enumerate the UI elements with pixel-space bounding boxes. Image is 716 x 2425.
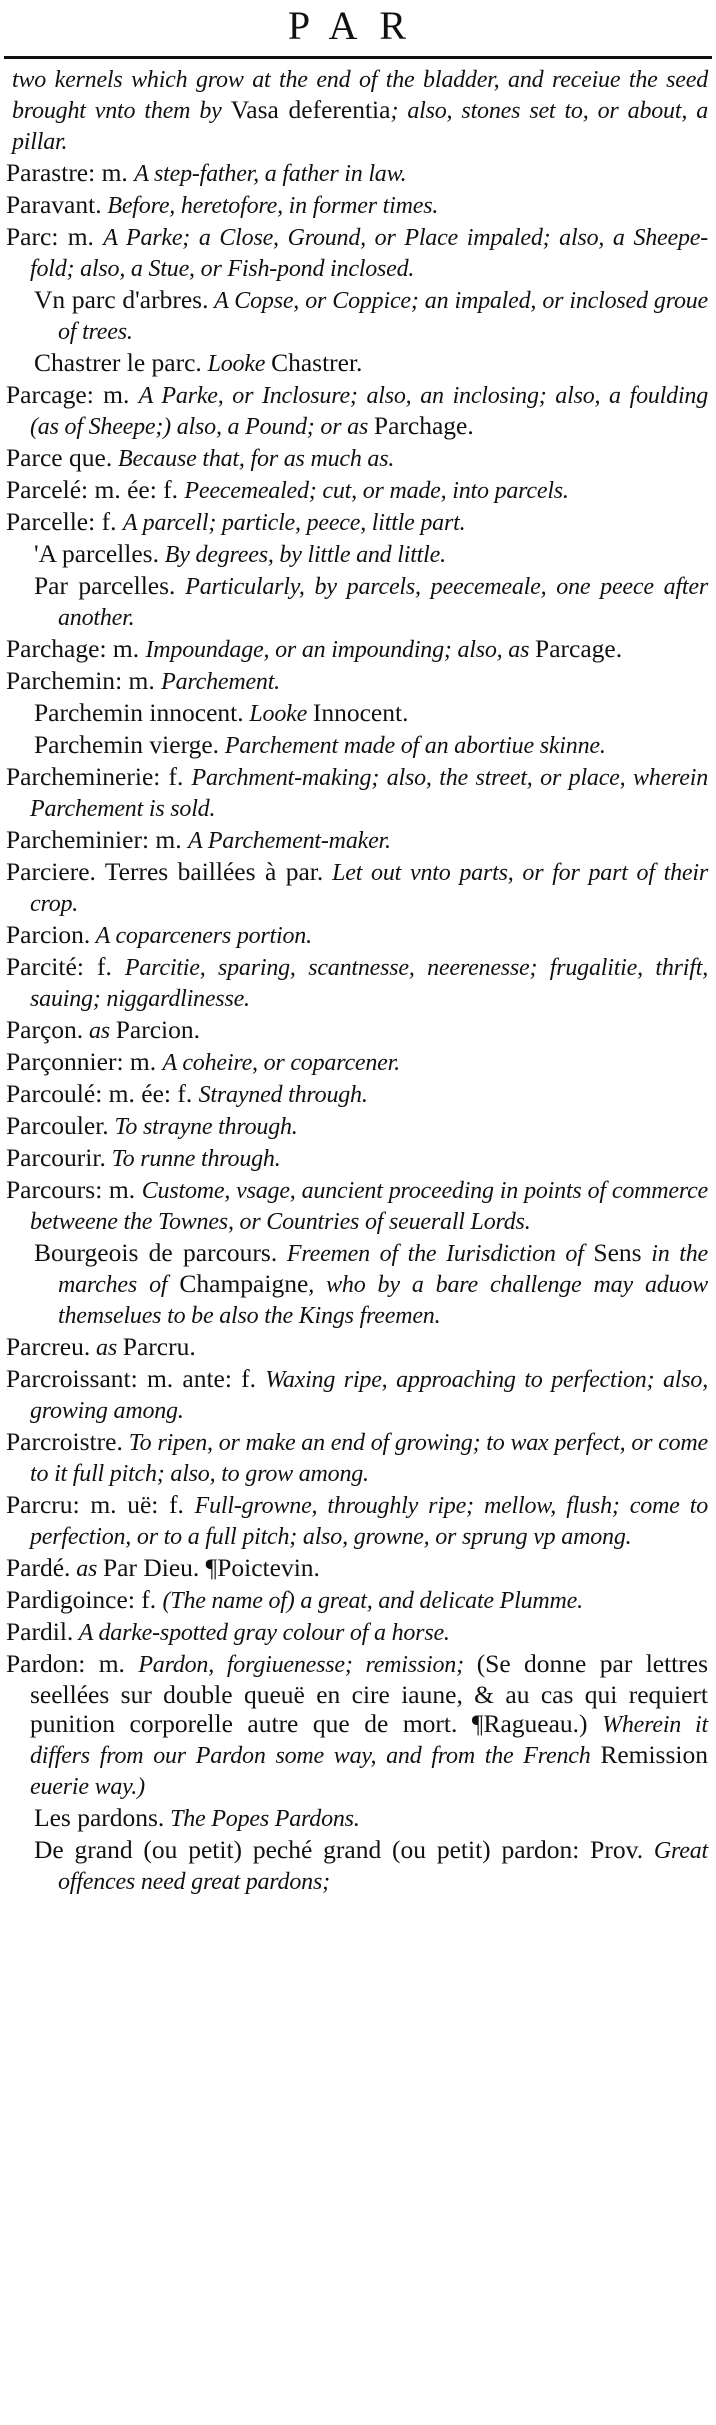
translation-text: A parcell; particle, peece, little part. <box>122 510 466 536</box>
headword: Parcours <box>6 1175 96 1204</box>
dictionary-entry <box>6 634 708 665</box>
headword: Parchemin vierge. <box>34 730 220 759</box>
grammar-text: : m. <box>51 222 104 251</box>
headword: Parcourir. <box>6 1143 106 1172</box>
dictionary-entry <box>6 1617 708 1648</box>
sub-entry <box>6 730 708 761</box>
translation-text: Great offences need great pardons; <box>58 1838 709 1895</box>
headword: Parcru. <box>122 1332 196 1361</box>
grammar-text: : m. <box>141 825 188 854</box>
sub-entry <box>6 571 708 633</box>
headword: Pardigoince <box>6 1585 128 1614</box>
translation-text: ; also, stones set to, or about, a pillar. <box>12 98 709 155</box>
dictionary-entry <box>6 825 708 856</box>
translation-text: euerie way.) <box>30 1774 145 1800</box>
running-head: PAR <box>287 3 429 48</box>
translation-text: Before, heretofore, in former times. <box>101 193 439 219</box>
grammar-text: : Prov. <box>572 1835 654 1864</box>
headword: Parcheminier <box>6 825 142 854</box>
dictionary-entry <box>6 1079 708 1110</box>
dictionary-entry <box>6 443 708 474</box>
translation-text: Let out vnto parts, or for part of their crop. <box>30 860 708 917</box>
translation-text: By degrees, by little and little. <box>158 542 446 568</box>
translation-text: Parchment-making; also, the street, or place, wherein Parchement is sold. <box>30 765 709 822</box>
grammar-text: : m. ée: f. <box>95 1079 199 1108</box>
grammar-text: : m. <box>95 1175 142 1204</box>
headword: Sens <box>593 1238 642 1267</box>
grammar-text: (Se donne par lettres seellées sur double queuë en cire iaune, & au cas qui requiert punition corporelle autre que de mort. ¶Ragueau.) <box>30 1649 708 1738</box>
dictionary-entry <box>6 1111 708 1142</box>
headword: Par parcelles. <box>34 571 176 600</box>
grammar-text: : f. <box>153 762 192 791</box>
translation-text: A Parchement-maker. <box>188 828 391 854</box>
dictionary-entry <box>6 857 708 919</box>
grammar-text: : m. ante: f. <box>130 1364 266 1393</box>
dictionary-entries <box>6 64 708 1897</box>
translation-text: Impoundage, or an impounding; also, as <box>145 637 536 663</box>
sub-entry <box>6 698 708 729</box>
headword: Bourgeois de parcours. <box>34 1238 278 1267</box>
translation-text: Looke <box>201 351 272 377</box>
dictionary-entry <box>6 1585 708 1616</box>
dictionary-entry <box>6 1553 708 1584</box>
grammar-text: : m. <box>115 666 162 695</box>
headword: Parcroistre. <box>6 1427 123 1456</box>
headword: Parcru <box>6 1490 73 1519</box>
translation-text: Strayned through. <box>198 1082 368 1108</box>
headword: Parc <box>6 222 52 251</box>
translation-text: in the marches of <box>58 1241 709 1298</box>
translation-text: To runne through. <box>105 1146 281 1172</box>
dictionary-entry <box>6 952 708 1014</box>
dictionary-entry <box>6 1649 708 1802</box>
continued-entry <box>6 64 708 157</box>
dictionary-entry <box>6 920 708 951</box>
dictionary-entry <box>6 666 708 697</box>
grammar-text: : m. ée: f. <box>81 475 185 504</box>
headword: Parchemin innocent. <box>34 698 244 727</box>
header-rule <box>4 56 712 59</box>
headword: Parcreu. <box>6 1332 91 1361</box>
sub-entry <box>6 539 708 570</box>
translation-text: A darke-spotted gray colour of a horse. <box>73 1620 450 1646</box>
headword: Innocent. <box>312 698 409 727</box>
translation-text: as <box>83 1018 116 1044</box>
headword: Vasa deferentia <box>230 95 391 124</box>
translation-text: Freemen of the Iurisdiction of <box>277 1241 594 1267</box>
dictionary-entry <box>6 1490 708 1552</box>
translation-text: Peecemealed; cut, or made, into parcels. <box>184 478 569 504</box>
headword: Parçon. <box>6 1015 84 1044</box>
headword: Pardil. <box>6 1617 74 1646</box>
headword: Pardé. <box>6 1553 71 1582</box>
translation-text: as <box>70 1556 103 1582</box>
dictionary-entry <box>6 507 708 538</box>
translation-text: A Parke, or Inclosure; also, an inclosing; also, a foulding (as of Sheepe;) also, a Pound; or as <box>30 383 709 440</box>
headword: Parcage <box>6 380 87 409</box>
translation-text: A Copse, or Coppice; an impaled, or inclosed groue of trees. <box>58 288 708 345</box>
dictionary-entry <box>6 762 708 824</box>
translation-text: A coparceners portion. <box>90 923 312 949</box>
headword: Les pardons. <box>34 1803 165 1832</box>
grammar-text: : m. <box>86 380 139 409</box>
translation-text: A Parke; a Close, Ground, or Place impaled; also, a Sheepe-fold; also, a Stue, or Fish-pond inclosed. <box>30 225 708 282</box>
grammar-text: : f. <box>127 1585 163 1614</box>
translation-text: Pardon, forgiuenesse; remission; <box>138 1652 477 1678</box>
headword: Parcouler. <box>6 1111 109 1140</box>
headword: Parchage. <box>373 411 474 440</box>
dictionary-entry <box>6 222 708 284</box>
sub-entry <box>6 1238 708 1331</box>
translation-text: Particularly, by parcels, peecemeale, one peece after another. <box>58 574 708 631</box>
grammar-text: : m. <box>88 158 135 187</box>
grammar-text: : m. <box>99 634 146 663</box>
headword: Chastrer le parc. <box>34 348 202 377</box>
headword: Parchage <box>6 634 100 663</box>
translation-text: To ripen, or make an end of growing; to wax perfect, or come to it full pitch; also, to grow among. <box>30 1430 708 1487</box>
headword: Parce que. <box>6 443 113 472</box>
translation-text: To strayne through. <box>108 1114 298 1140</box>
headword: Parcroissant <box>6 1364 131 1393</box>
sub-entry <box>6 348 708 379</box>
dictionary-entry <box>6 475 708 506</box>
dictionary-entry <box>6 380 708 442</box>
dictionary-entry <box>6 1175 708 1237</box>
translation-text: A step-father, a father in law. <box>134 161 407 187</box>
translation-text: A coheire, or coparcener. <box>162 1050 400 1076</box>
headword: Par Dieu. ¶Poictevin. <box>102 1553 320 1582</box>
dictionary-entry <box>6 190 708 221</box>
headword: Parciere. Terres baillées à par. <box>6 857 324 886</box>
dictionary-entry <box>6 1332 708 1363</box>
headword: Parcheminerie <box>6 762 154 791</box>
dictionary-entry <box>6 1047 708 1078</box>
translation-text: Parchement. <box>161 669 280 695</box>
headword: Paravant. <box>6 190 102 219</box>
grammar-text: : f. <box>76 952 125 981</box>
headword: Parastre <box>6 158 89 187</box>
sub-entry <box>6 1803 708 1834</box>
headword: Parchemin <box>6 666 116 695</box>
headword: Parcelé <box>6 475 82 504</box>
headword: Parçonnier <box>6 1047 117 1076</box>
grammar-text: : m. uë: f. <box>72 1490 195 1519</box>
translation-text: Wherein it differs from our Pardon some way, and from the French <box>30 1712 708 1769</box>
sub-entry <box>6 1835 708 1897</box>
headword: Parcoulé <box>6 1079 96 1108</box>
translation-text: Parcitie, sparing, scantnesse, neerenesse; frugalitie, thrift, sauing; niggardlinesse. <box>30 955 708 1012</box>
headword: Chastrer. <box>271 348 363 377</box>
translation-text: (The name of) a great, and delicate Plumme. <box>162 1588 583 1614</box>
headword: De grand (ou petit) peché grand (ou petit) pardon <box>34 1835 573 1864</box>
dictionary-entry <box>6 1364 708 1426</box>
grammar-text: : m. <box>116 1047 163 1076</box>
headword: Champaigne <box>179 1269 309 1298</box>
headword: Parcion. <box>6 920 91 949</box>
translation-text: Full-growne, throughly ripe; mellow, flush; come to perfection, or to a full pitch; also, growne, or sprung vp among. <box>30 1493 708 1550</box>
dictionary-entry <box>6 1143 708 1174</box>
grammar-text: : f. <box>88 507 123 536</box>
headword: Parcelle <box>6 507 89 536</box>
translation-text: Waxing ripe, approaching to perfection; also, growing among. <box>30 1367 708 1424</box>
sub-entry <box>6 285 708 347</box>
headword: Parcage. <box>535 634 623 663</box>
translation-text: Looke <box>243 701 313 727</box>
translation-text: as <box>90 1335 123 1361</box>
translation-text: The Popes Pardons. <box>164 1806 360 1832</box>
translation-text: Because that, for as much as. <box>112 446 395 472</box>
dictionary-entry <box>6 1427 708 1489</box>
dictionary-entry <box>6 158 708 189</box>
headword: Parcion. <box>115 1015 201 1044</box>
translation-text: two kernels which grow at the end of the bladder, and receiue the seed brought vnto them by <box>12 67 708 124</box>
headword: Pardon <box>6 1649 79 1678</box>
headword: Remission <box>600 1740 708 1769</box>
translation-text: Parchement made of an abortiue skinne. <box>219 733 606 759</box>
headword: Vn parc d'arbres. <box>34 285 209 314</box>
translation-text: , who by a bare challenge may aduow themselues to be also the Kings freemen. <box>58 1272 708 1329</box>
translation-text: Custome, vsage, auncient proceeding in points of commerce betweene the Townes, or Countries of seuerall Lords. <box>30 1178 708 1235</box>
grammar-text: : m. <box>78 1649 139 1678</box>
headword: 'A parcelles. <box>34 539 159 568</box>
headword: Parcité <box>6 952 77 981</box>
dictionary-entry <box>6 1015 708 1046</box>
